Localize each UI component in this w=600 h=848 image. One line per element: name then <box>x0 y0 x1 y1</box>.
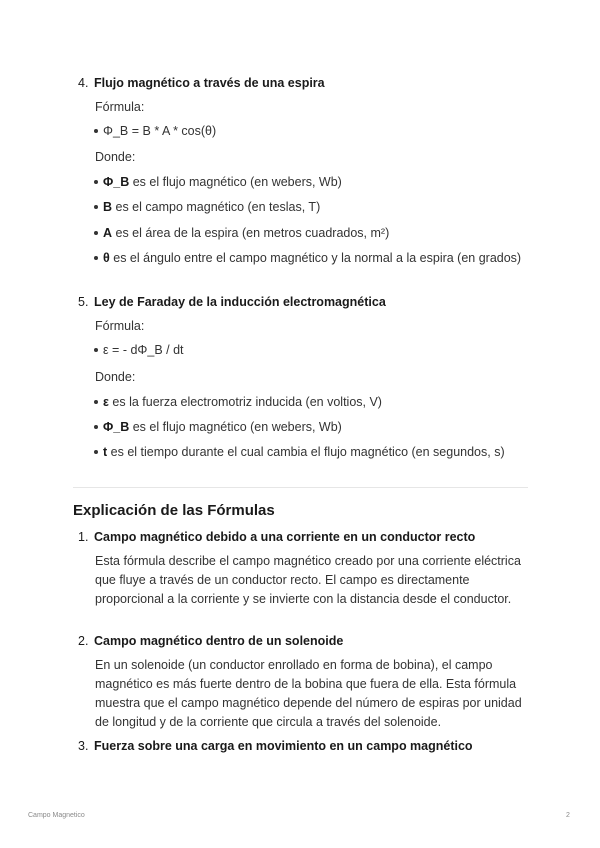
section-divider <box>73 487 528 488</box>
footer-document-title: Campo Magnetico <box>28 812 85 819</box>
formula-bullet: Φ_B = B * A * cos(θ) <box>103 122 523 141</box>
formula-bullet: ε = - dΦ_B / dt <box>103 341 523 360</box>
list-number: 5. <box>78 295 89 309</box>
list-item-title: Campo magnético debido a una corriente en un conductor recto <box>94 530 476 544</box>
list-item-title: Flujo magnético a través de una espira <box>94 76 325 90</box>
explanation-item-2-title <box>78 634 343 648</box>
definition-bullet <box>103 198 523 217</box>
list-item-title: Ley de Faraday de la inducción electromagnética <box>94 295 386 309</box>
list-item-5-title <box>78 295 386 309</box>
definition-term: t <box>103 445 108 459</box>
definition-text: es la fuerza electromotriz inducida (en voltios, V) <box>108 395 382 409</box>
formula-label: Fórmula: <box>95 100 145 114</box>
definition-term: θ <box>103 251 110 265</box>
definition-bullet <box>103 418 523 437</box>
list-number: 3. <box>78 739 89 753</box>
definition-term: ε <box>103 395 109 409</box>
definition-bullet <box>103 173 523 192</box>
where-label: Donde: <box>95 150 136 164</box>
formula-label: Fórmula: <box>95 319 145 333</box>
explanation-paragraph: Esta fórmula describe el campo magnético creado por una corriente eléctrica que fluye a través de un conductor recto. El campo es directamente proporcional a la corriente y se invierte con la distancia desde el conductor. <box>95 554 521 606</box>
definition-text: es el flujo magnético (en webers, Wb) <box>129 420 342 434</box>
list-number: 2. <box>78 634 89 648</box>
definition-term: B <box>103 200 113 214</box>
where-label: Donde: <box>95 370 136 384</box>
list-item-title: Fuerza sobre una carga en movimiento en un campo magnético <box>94 739 473 753</box>
explanation-item-3-title <box>78 739 473 753</box>
definition-bullet <box>103 443 523 462</box>
footer-page-number: 2 <box>566 812 570 819</box>
list-number: 1. <box>78 530 89 544</box>
definition-text: es el área de la espira (en metros cuadrados, m²) <box>112 226 390 240</box>
section-heading: Explicación de las Fórmulas <box>73 502 275 519</box>
definition-text: es el campo magnético (en teslas, T) <box>112 200 321 214</box>
list-item-4-title <box>78 76 325 90</box>
definition-bullet <box>103 393 523 412</box>
definition-text: es el ángulo entre el campo magnético y la normal a la espira (en grados) <box>109 251 522 265</box>
definition-text: es el tiempo durante el cual cambia el flujo magnético (en segundos, s) <box>107 445 505 459</box>
list-number: 4. <box>78 76 89 90</box>
definition-bullet <box>103 249 523 268</box>
definition-term: Φ_B <box>103 420 130 434</box>
definition-term: A <box>103 226 113 240</box>
definition-term: Φ_B <box>103 175 130 189</box>
list-item-title: Campo magnético dentro de un solenoide <box>94 634 344 648</box>
definition-bullet <box>103 224 523 243</box>
explanation-paragraph: En un solenoide (un conductor enrollado en forma de bobina), el campo magnético es más fuerte dentro de la bobina que fuera de ella. Esta fórmula muestra que el campo magnético depende del número de espiras por unidad de longitud y de la corriente que circula a través del solenoide. <box>95 658 522 729</box>
explanation-item-1-title <box>78 530 475 544</box>
definition-text: es el flujo magnético (en webers, Wb) <box>129 175 342 189</box>
